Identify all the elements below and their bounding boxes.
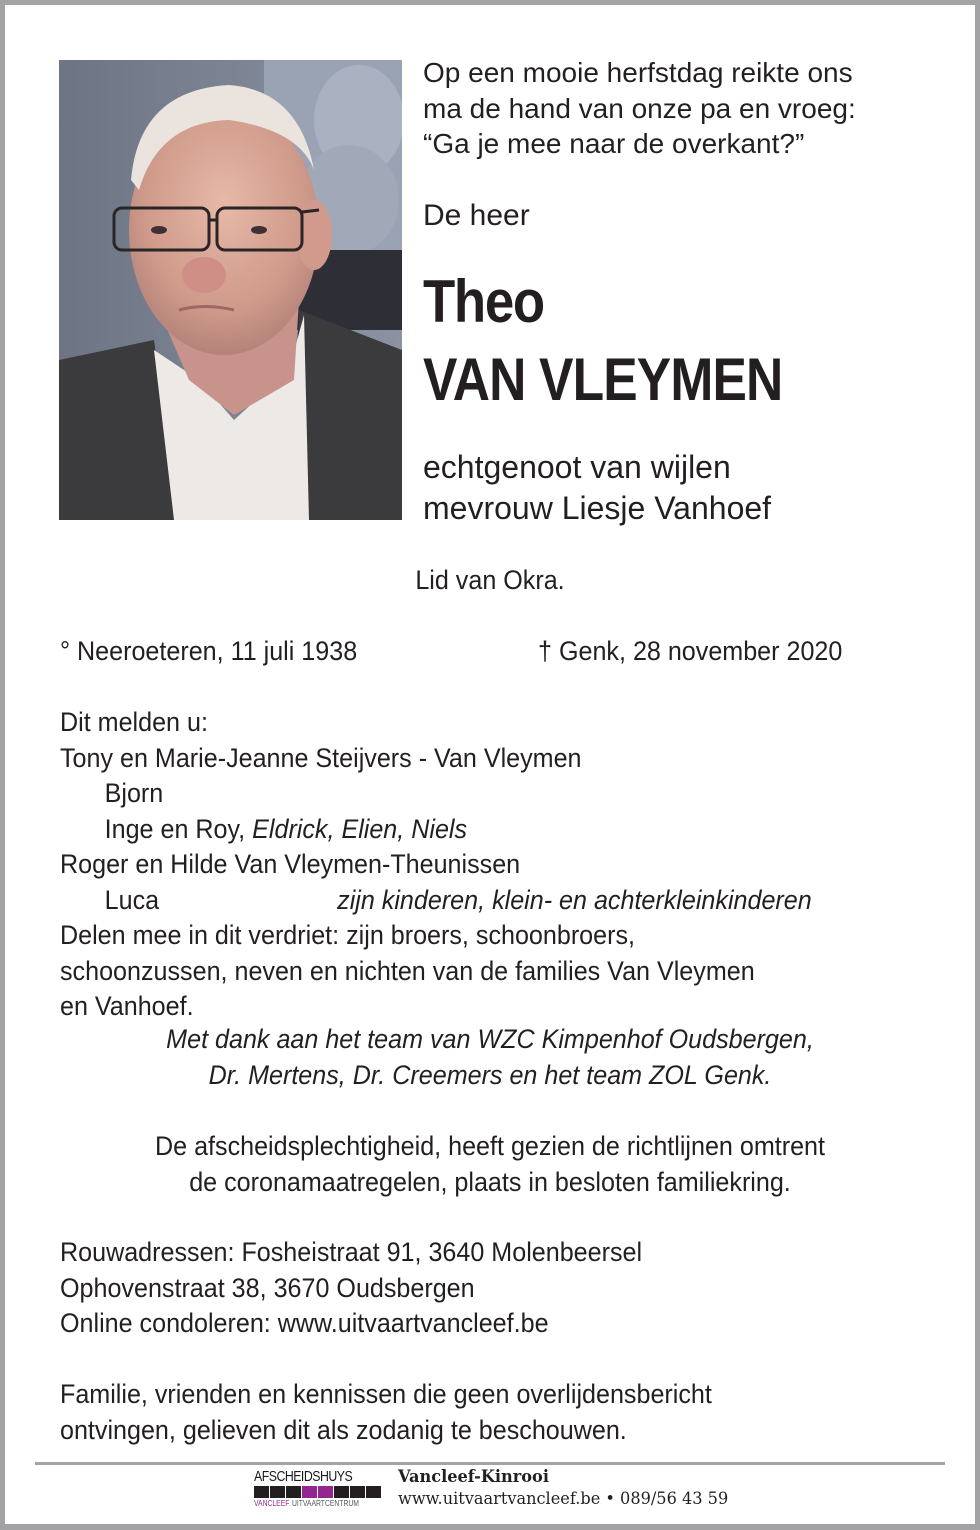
thanks-line: Dr. Mertens, Dr. Creemers en het team ZOL Genk. [208, 1059, 772, 1090]
spouse-line: echtgenoot van wijlen [423, 449, 731, 485]
portrait-icon [59, 60, 402, 520]
poem-line: “Ga je mee naar de overkant?” [423, 128, 805, 159]
sharing-line: schoonzussen, neven en nichten van de families Van Vleymen [60, 955, 755, 986]
announcement-intro: Dit melden u: [60, 707, 208, 737]
address-line: Rouwadressen: Fosheistraat 91, 3640 Molenbeersel [60, 1237, 643, 1267]
birth-info [60, 634, 357, 670]
spouse-line: mevrouw Liesje Vanhoef [423, 490, 772, 526]
logo-bar-icon [254, 1486, 382, 1498]
sharing-line: en Vanhoef. [60, 991, 194, 1021]
deceased-first-name: Theo [423, 268, 544, 335]
title-prefix: De heer [423, 199, 530, 232]
deceased-last-name: VAN VLEYMEN [423, 346, 783, 413]
closing-line: Familie, vrienden en kennissen die geen overlijdensbericht [60, 1379, 712, 1409]
ceremony-line: de coronamaatregelen, plaats in besloten familiekring. [189, 1166, 791, 1197]
opening-poem [423, 55, 856, 162]
grandchildren-names: Eldrick, Elien, Niels [252, 813, 468, 844]
death-info [538, 634, 842, 670]
cross-icon: † [538, 636, 552, 666]
funeral-home-info [398, 1467, 746, 1509]
portrait-photo [59, 60, 402, 520]
death-text: Genk, 28 november 2020 [558, 636, 843, 666]
funeral-home-contact[interactable]: www.uitvaartvancleef.be • 089/56 43 59 [398, 1489, 729, 1509]
thanks [39, 1022, 941, 1093]
address-line: Ophovenstraat 38, 3670 Oudsbergen [60, 1272, 475, 1303]
ceremony-line: De afscheidsplechtigheid, heeft gezien de richtlijnen omtrent [154, 1131, 826, 1161]
thanks-line: Met dank aan het team van WZC Kimpenhof Oudsbergen, [166, 1024, 814, 1054]
condolence-link[interactable]: Online condoleren: www.uitvaartvancleef.be [60, 1308, 549, 1338]
logo-vancleef: VANCLEEF [254, 1499, 290, 1508]
poem-line: ma de hand van onze pa en vroeg: [423, 92, 856, 124]
family-names: Luca [104, 884, 160, 915]
addresses [60, 1235, 642, 1342]
sharing-line: Delen mee in dit verdriet: zijn broers, schoonbroers, [60, 920, 636, 950]
spouse-info [423, 447, 771, 529]
poem-line: Op een mooie herfstdag reikte ons [423, 57, 853, 88]
birth-text: Neeroeteren, 11 juli 1938 [77, 636, 358, 666]
family-line [60, 812, 755, 848]
funeral-home-logo [254, 1469, 382, 1508]
family-line [60, 883, 812, 919]
family-announcement [60, 705, 812, 1025]
closing-note [60, 1377, 712, 1448]
relation-caption: zijn kinderen, klein- en achterkleinkinderen [337, 884, 812, 915]
logo-title: AFSCHEIDSHUYS [254, 1469, 353, 1485]
membership: Lid van Okra. [415, 565, 565, 595]
birth-symbol-icon: ° [60, 636, 71, 666]
obituary-page [5, 5, 975, 1524]
ceremony-info [39, 1129, 941, 1200]
family-line: Roger en Hilde Van Vleymen-Theunissen [60, 849, 521, 879]
logo-uitvaartcentrum: UITVAARTCENTRUM [291, 1499, 359, 1508]
family-line: Tony en Marie-Jeanne Steijvers - Van Vleymen [60, 742, 582, 773]
footer-divider [35, 1462, 945, 1465]
family-line: Bjorn [104, 778, 164, 808]
family-names: Inge en Roy, [104, 813, 253, 844]
funeral-home-name: Vancleef-Kinrooi [398, 1467, 549, 1487]
closing-line: ontvingen, gelieven dit als zodanig te beschouwen. [60, 1414, 627, 1445]
logo-subtitle [254, 1499, 363, 1508]
